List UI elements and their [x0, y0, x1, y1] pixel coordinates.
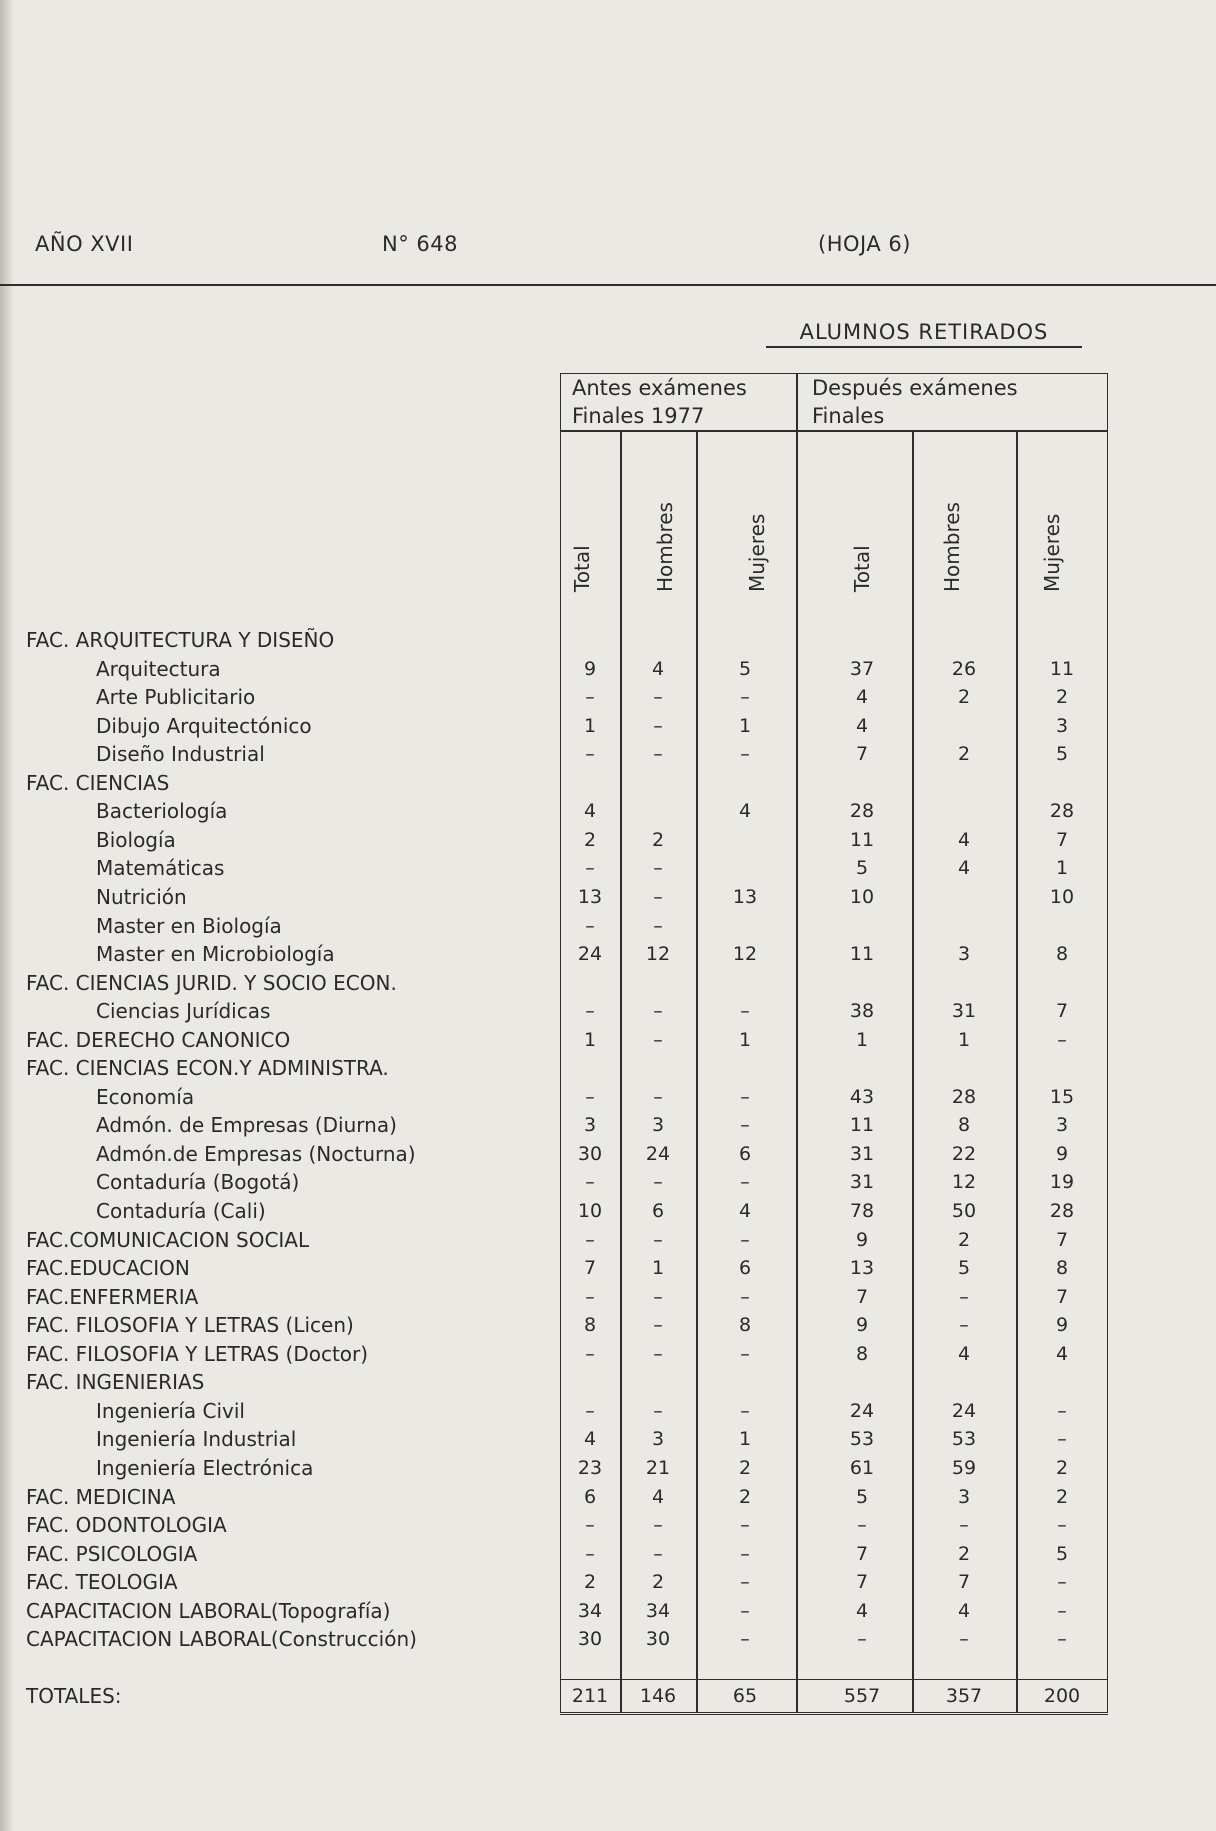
totals-cell: 357: [945, 1685, 983, 1707]
table-cell: 8: [957, 1114, 971, 1137]
table-cell: –: [653, 1228, 663, 1251]
row-label: Contaduría (Bogotá): [96, 1170, 300, 1195]
table-cell: –: [653, 1285, 663, 1308]
table-cell: –: [585, 1514, 595, 1537]
col-head-women-after: Mujeres: [1040, 513, 1064, 592]
table-cell: 9: [1055, 1142, 1069, 1165]
row-label: Ciencias Jurídicas: [96, 999, 271, 1024]
table-cell: 6: [738, 1257, 752, 1280]
table-cell: 1: [583, 714, 597, 737]
table-cell: –: [653, 686, 663, 709]
header-rule: [0, 284, 1216, 286]
col-head-men-before: Hombres: [653, 502, 677, 592]
table-cell: –: [585, 1542, 595, 1565]
table-cell: 3: [651, 1428, 665, 1451]
table-cell: 12: [732, 943, 758, 966]
table-cell: 2: [1055, 1485, 1069, 1508]
row-label: Matemáticas: [96, 856, 225, 881]
header-year: AÑO XVII: [35, 232, 134, 256]
row-label: Bacteriología: [96, 799, 228, 824]
table-cell: 3: [957, 1485, 971, 1508]
table-cell: 53: [951, 1428, 977, 1451]
table-cell: 1: [738, 714, 752, 737]
table-cell: –: [653, 1342, 663, 1365]
table-cell: 5: [957, 1257, 971, 1280]
row-label: FAC. CIENCIAS JURID. Y SOCIO ECON.: [26, 970, 397, 995]
table-cell: 2: [957, 743, 971, 766]
totals-cell: 557: [843, 1685, 881, 1707]
row-label: FAC. FILOSOFIA Y LETRAS (Licen): [26, 1313, 354, 1338]
totals-cell: 200: [1043, 1685, 1081, 1707]
table-cell: 7: [957, 1571, 971, 1594]
table-cell: 1: [651, 1257, 665, 1280]
col-head-total-after: Total: [850, 545, 874, 592]
row-label: Admón.de Empresas (Nocturna): [96, 1141, 416, 1166]
table-cell: 4: [651, 657, 665, 680]
table-cell: –: [585, 1228, 595, 1251]
table-cell: 4: [738, 1200, 752, 1222]
table-cell: –: [653, 1399, 663, 1422]
table-cell: –: [653, 1314, 663, 1337]
row-label: Diseño Industrial: [96, 742, 265, 767]
row-label: FAC. CIENCIAS ECON.Y ADMINISTRA.: [26, 1056, 389, 1081]
table-cell: –: [653, 1171, 663, 1194]
page-edge-shadow: [0, 0, 14, 1831]
table-cell: 4: [583, 800, 597, 823]
row-label: FAC. INGENIERIAS: [26, 1370, 205, 1395]
row-label: FAC. DERECHO CANONICO: [26, 1027, 291, 1052]
table-cell: 2: [738, 1456, 752, 1479]
table-cell: –: [585, 1399, 595, 1422]
table-cell: –: [1057, 1428, 1067, 1451]
group-head-after-line1: Después exámenes: [812, 376, 1018, 400]
table-cell: 7: [1055, 828, 1069, 851]
table-cell: –: [653, 1085, 663, 1108]
table-cell: 4: [957, 857, 971, 880]
table-cell: –: [1057, 1628, 1067, 1651]
table-cell: 31: [951, 1000, 977, 1023]
table-cell: 28: [1049, 800, 1075, 823]
col-head-men-after: Hombres: [940, 502, 964, 592]
table-cell: –: [857, 1628, 867, 1651]
table-cell: –: [585, 914, 595, 937]
table-cell: –: [1057, 1028, 1067, 1051]
table-cell: 34: [645, 1599, 671, 1622]
table-cell: 2: [651, 1571, 665, 1594]
table-cell: –: [653, 1542, 663, 1565]
table-cell: 30: [577, 1628, 603, 1651]
table-cell: 11: [849, 943, 875, 966]
table-cell: 7: [855, 1542, 869, 1565]
table-cell: 26: [951, 657, 977, 680]
row-label: FAC. ARQUITECTURA Y DISEÑO: [26, 628, 335, 652]
table-cell: 4: [651, 1485, 665, 1508]
table-cell: 13: [732, 885, 758, 908]
table-cell: –: [585, 1000, 595, 1023]
table-cell: 3: [1055, 714, 1069, 737]
table-cell: 4: [855, 1599, 869, 1622]
table-cell: 4: [583, 1428, 597, 1451]
table-cell: –: [959, 1514, 969, 1537]
table-cell: –: [585, 1342, 595, 1365]
header-divider: [560, 430, 1108, 432]
table-cell: –: [653, 714, 663, 737]
row-label: Master en Biología: [96, 913, 282, 938]
table-cell: 28: [849, 800, 875, 823]
table-cell: –: [653, 1000, 663, 1023]
table-cell: 4: [738, 800, 752, 823]
row-label: FAC. MEDICINA: [26, 1484, 176, 1509]
table-cell: 10: [577, 1200, 603, 1222]
table-cell: 1: [738, 1028, 752, 1051]
table-cell: –: [653, 914, 663, 937]
table-cell: –: [740, 1114, 750, 1137]
table-cell: –: [740, 1285, 750, 1308]
table-cell: 38: [849, 1000, 875, 1023]
table-cell: 24: [849, 1399, 875, 1422]
row-label: CAPACITACION LABORAL(Construcción): [26, 1627, 417, 1652]
table-cell: 1: [855, 1028, 869, 1051]
table-cell: 10: [849, 885, 875, 908]
table-cell: –: [740, 1399, 750, 1422]
table-cell: 9: [855, 1314, 869, 1337]
table-cell: –: [585, 743, 595, 766]
row-label: FAC. FILOSOFIA Y LETRAS (Doctor): [26, 1341, 369, 1366]
col-head-women-before: Mujeres: [745, 513, 769, 592]
table-cell: –: [653, 1514, 663, 1537]
table-cell: –: [959, 1628, 969, 1651]
table-cell: 19: [1049, 1171, 1075, 1194]
table-cell: 1: [583, 1028, 597, 1051]
row-label: FAC. CIENCIAS: [26, 770, 170, 795]
row-label: FAC. PSICOLOGIA: [26, 1541, 198, 1566]
table-cell: –: [740, 1342, 750, 1365]
table-cell: 2: [957, 1542, 971, 1565]
table-cell: 11: [849, 828, 875, 851]
table-cell: 4: [957, 1599, 971, 1622]
row-label: Ingeniería Electrónica: [96, 1455, 314, 1480]
table-cell: 11: [849, 1114, 875, 1137]
col-divider-4: [912, 430, 914, 1713]
row-label: Master en Microbiología: [96, 942, 335, 967]
table-cell: –: [740, 1571, 750, 1594]
table-cell: 7: [1055, 1000, 1069, 1023]
table-cell: 6: [738, 1142, 752, 1165]
table-cell: –: [740, 1628, 750, 1651]
table-cell: 7: [855, 743, 869, 766]
table-cell: 3: [651, 1114, 665, 1137]
col-head-total-before: Total: [570, 545, 594, 592]
table-cell: 1: [957, 1028, 971, 1051]
table-cell: 28: [951, 1085, 977, 1108]
table-cell: 1: [1055, 857, 1069, 880]
table-cell: 4: [855, 686, 869, 709]
table-cell: –: [653, 885, 663, 908]
row-label: Dibujo Arquitectónico: [96, 713, 312, 738]
table-cell: –: [1057, 1514, 1067, 1537]
table-cell: 2: [957, 1228, 971, 1251]
table-cell: 1: [738, 1428, 752, 1451]
table-cell: 8: [855, 1342, 869, 1365]
table-cell: –: [653, 857, 663, 880]
table-cell: –: [585, 857, 595, 880]
table-cell: –: [1057, 1571, 1067, 1594]
row-label: Contaduría (Cali): [96, 1199, 266, 1223]
group-divider: [796, 373, 798, 1713]
table-cell: 2: [1055, 1456, 1069, 1479]
row-label: FAC.ENFERMERIA: [26, 1284, 199, 1309]
table-cell: 4: [855, 714, 869, 737]
table-cell: –: [740, 1171, 750, 1194]
row-label: FAC. TEOLOGIA: [26, 1570, 178, 1595]
group-head-after: [812, 374, 1018, 430]
table-cell: 2: [583, 828, 597, 851]
table-cell: –: [740, 1228, 750, 1251]
section-title: ALUMNOS RETIRADOS: [766, 320, 1082, 348]
row-label: FAC. ODONTOLOGIA: [26, 1513, 227, 1538]
table-cell: 78: [849, 1200, 875, 1222]
table-cell: 31: [849, 1171, 875, 1194]
table-cell: 7: [583, 1257, 597, 1280]
table-cell: –: [740, 1514, 750, 1537]
table-cell: 15: [1049, 1085, 1075, 1108]
group-head-before: [572, 374, 747, 430]
table-cell: –: [653, 1028, 663, 1051]
group-head-after-line2: Finales: [812, 404, 885, 428]
totals-label: TOTALES:: [26, 1684, 122, 1708]
table-cell: 24: [645, 1142, 671, 1165]
table-cell: –: [585, 1171, 595, 1194]
row-label: Nutrición: [96, 884, 187, 909]
row-label: CAPACITACION LABORAL(Topografía): [26, 1598, 391, 1623]
table-cell: –: [740, 743, 750, 766]
table-cell: 4: [957, 1342, 971, 1365]
table-cell: 24: [577, 943, 603, 966]
table-cell: –: [857, 1514, 867, 1537]
table-cell: 12: [951, 1171, 977, 1194]
table-cell: 7: [855, 1285, 869, 1308]
table-cell: 9: [583, 657, 597, 680]
table-cell: 53: [849, 1428, 875, 1451]
table-cell: 2: [651, 828, 665, 851]
col-divider-5: [1016, 430, 1018, 1713]
table-cell: 50: [951, 1200, 977, 1222]
table-cell: 13: [577, 885, 603, 908]
table-cell: –: [740, 1542, 750, 1565]
col-divider-2: [696, 430, 698, 1713]
table-cell: 7: [1055, 1285, 1069, 1308]
table-cell: 2: [583, 1571, 597, 1594]
col-divider-1: [620, 430, 622, 1713]
totals-cell: 65: [732, 1685, 758, 1707]
table-cell: 9: [1055, 1314, 1069, 1337]
table-cell: –: [1057, 1599, 1067, 1622]
table-cell: 22: [951, 1142, 977, 1165]
table-cell: 5: [738, 657, 752, 680]
table-cell: 10: [1049, 885, 1075, 908]
table-cell: –: [740, 1599, 750, 1622]
table-cell: –: [740, 686, 750, 709]
table-cell: –: [585, 1085, 595, 1108]
table-cell: –: [740, 1085, 750, 1108]
table-cell: 8: [1055, 1257, 1069, 1280]
table-cell: 8: [738, 1314, 752, 1337]
table-cell: 9: [855, 1228, 869, 1251]
table-cell: 3: [1055, 1114, 1069, 1137]
table-cell: 30: [645, 1628, 671, 1651]
table-cell: 12: [645, 943, 671, 966]
table-cell: 21: [645, 1456, 671, 1479]
table-cell: –: [959, 1285, 969, 1308]
table-cell: 2: [1055, 686, 1069, 709]
table-cell: 5: [1055, 743, 1069, 766]
table-cell: 8: [583, 1314, 597, 1337]
table-cell: 11: [1049, 657, 1075, 680]
group-head-before-line2: Finales 1977: [572, 404, 705, 428]
row-label: Admón. de Empresas (Diurna): [96, 1113, 397, 1138]
table-cell: –: [585, 1285, 595, 1308]
table-cell: 23: [577, 1456, 603, 1479]
row-label: Arquitectura: [96, 656, 221, 681]
row-label: Arte Publicitario: [96, 685, 256, 710]
table-cell: 7: [855, 1571, 869, 1594]
table-cell: 34: [577, 1599, 603, 1622]
table-cell: –: [740, 1000, 750, 1023]
table-cell: 31: [849, 1142, 875, 1165]
table-cell: –: [959, 1314, 969, 1337]
table-cell: 6: [583, 1485, 597, 1508]
table-cell: 4: [957, 828, 971, 851]
table-cell: –: [653, 743, 663, 766]
row-label: Ingeniería Civil: [96, 1398, 245, 1423]
table-cell: 30: [577, 1142, 603, 1165]
table-cell: 6: [651, 1200, 665, 1222]
table-cell: 7: [1055, 1228, 1069, 1251]
row-label: Economía: [96, 1084, 195, 1109]
header-number: N° 648: [382, 232, 458, 256]
table-cell: 2: [957, 686, 971, 709]
table-cell: 61: [849, 1456, 875, 1479]
row-label: FAC.EDUCACION: [26, 1256, 190, 1281]
row-label: Ingeniería Industrial: [96, 1427, 297, 1452]
totals-cell: 146: [639, 1685, 677, 1707]
table-cell: 4: [1055, 1342, 1069, 1365]
row-label: FAC.COMUNICACION SOCIAL: [26, 1227, 310, 1252]
table-cell: 13: [849, 1257, 875, 1280]
table-cell: 5: [855, 1485, 869, 1508]
table-cell: 24: [951, 1399, 977, 1422]
row-label: Biología: [96, 827, 176, 852]
table-cell: 2: [738, 1485, 752, 1508]
table-cell: –: [585, 686, 595, 709]
table-cell: 5: [1055, 1542, 1069, 1565]
table-cell: 59: [951, 1456, 977, 1479]
table-cell: 43: [849, 1085, 875, 1108]
table-cell: 37: [849, 657, 875, 680]
group-head-before-line1: Antes exámenes: [572, 376, 747, 400]
table-cell: 3: [583, 1114, 597, 1137]
table-cell: 5: [855, 857, 869, 880]
totals-cell: 211: [571, 1685, 609, 1707]
table-cell: 28: [1049, 1200, 1075, 1222]
table-cell: 3: [957, 943, 971, 966]
table-cell: 8: [1055, 943, 1069, 966]
table-cell: –: [1057, 1399, 1067, 1422]
header-sheet: (HOJA 6): [818, 232, 911, 256]
